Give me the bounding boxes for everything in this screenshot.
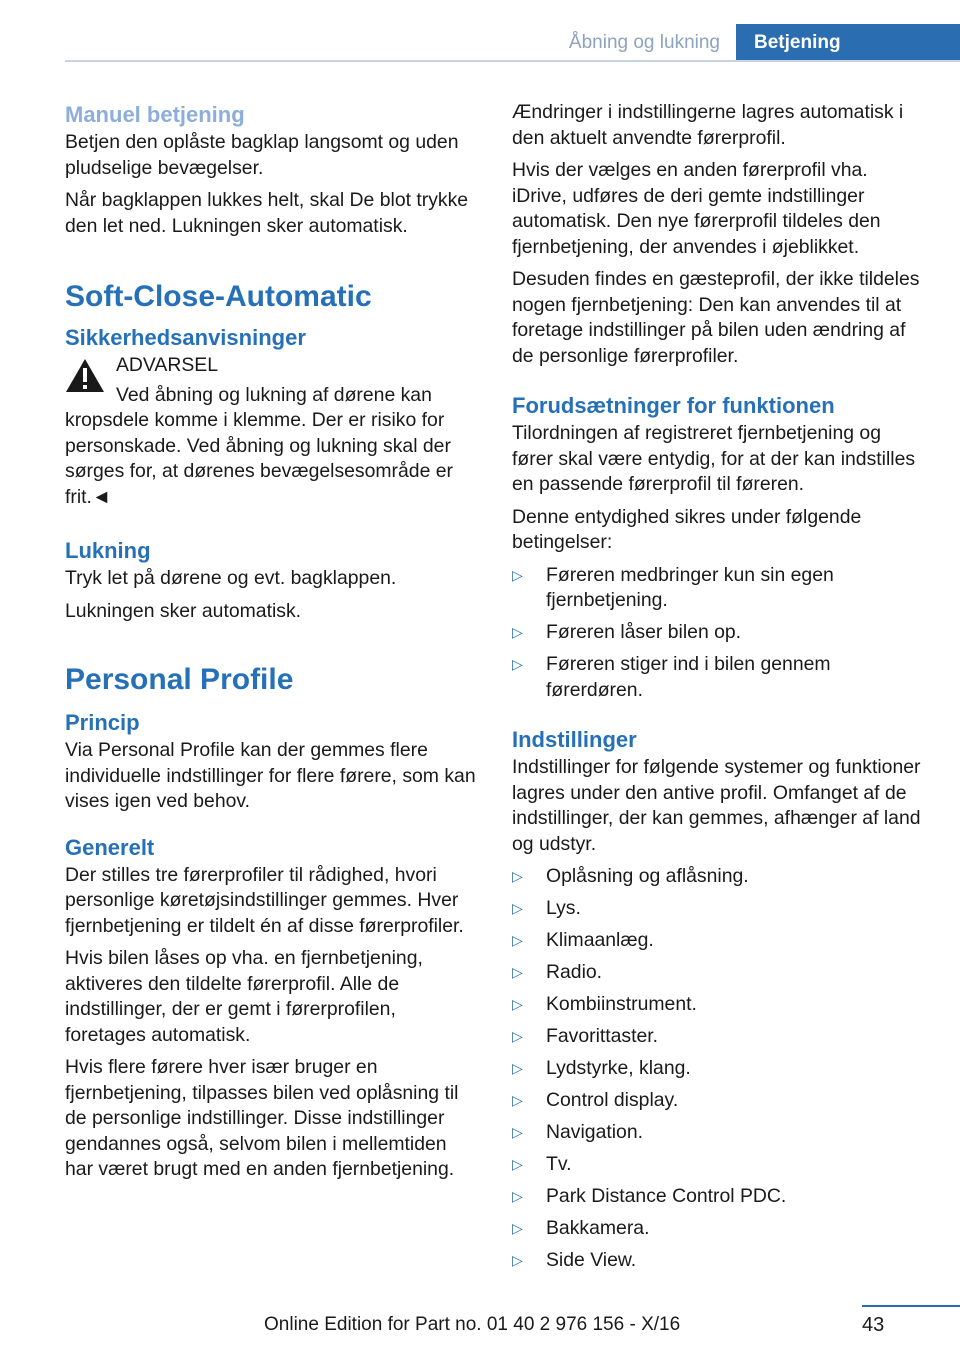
triangle-bullet-icon: ▷ xyxy=(512,1092,523,1108)
heading-personal-profile: Personal Profile xyxy=(65,663,294,696)
list-item: ▷ Navigation. xyxy=(512,1120,926,1146)
paragraph: Tryk let på dørene og evt. bagklappen. xyxy=(65,567,397,589)
triangle-bullet-icon: ▷ xyxy=(512,1060,523,1076)
list-item: ▷ Tv. xyxy=(512,1152,926,1178)
heading-lukning: Lukning xyxy=(65,538,151,563)
triangle-bullet-icon: ▷ xyxy=(512,1252,523,1268)
triangle-bullet-icon: ▷ xyxy=(512,566,523,583)
triangle-bullet-icon: ▷ xyxy=(512,1220,523,1236)
warning-triangle-icon xyxy=(65,357,105,393)
paragraph: Hvis der vælges en anden førerprofil vha. iDrive, udføres de deri gemte indstillinger automatisk. Den nye førerprofil tildeles den fjernbetjening, der anvendes i øjeblikket. xyxy=(512,159,881,258)
right-column xyxy=(512,100,926,1280)
paragraph: Desuden findes en gæsteprofil, der ikke tildeles nogen fjernbetjening: Den kan anvendes til at foretage indstillinger på bilen uden ændring af de personlige førerprofiler. xyxy=(512,268,920,367)
paragraph: Betjen den oplåste bagklap langsomt og uden pludselige bevægelser. xyxy=(65,131,459,179)
paragraph: Denne entydighed sikres under følgende betingelser: xyxy=(512,505,862,553)
paragraph: Hvis flere førere hver især bruger en fjernbetjening, tilpasses bilen ved oplåsning til de personlige indstillinger. Disse indstillinger gendannes også, selvom bilen i mellemtiden har været brugt med en anden fjernbetjening. xyxy=(65,1056,459,1180)
paragraph: Indstillinger for følgende systemer og funktioner lagres under den antive profil. Omfanget af de indstillinger, der kan gemmes, afhænger af land og udstyr. xyxy=(512,756,921,855)
triangle-bullet-icon: ▷ xyxy=(512,1124,523,1140)
list-item: ▷ Favorittaster. xyxy=(512,1024,926,1050)
footer-divider xyxy=(862,1305,960,1307)
list-item: ▷ Lydstyrke, klang. xyxy=(512,1056,926,1082)
triangle-bullet-icon: ▷ xyxy=(512,624,523,640)
triangle-bullet-icon: ▷ xyxy=(512,656,523,672)
paragraph: Hvis bilen låses op vha. en fjernbetjening, aktiveres den tildelte førerprofil. Alle de indstillinger, der er gemt i førerprofilen, foretages automatisk. xyxy=(65,947,423,1046)
list-item: ▷ Klimaanlæg. xyxy=(512,928,926,954)
list-item: ▷ Lys. xyxy=(512,896,926,922)
list-item: ▷ Føreren låser bilen op. xyxy=(512,620,926,646)
heading-sikkerhed: Sikkerhedsanvisninger xyxy=(65,325,306,350)
heading-forudsaetninger: Forudsætninger for funktionen xyxy=(512,393,835,418)
chapter-tab: Betjening xyxy=(736,24,960,62)
list-item: ▷ Føreren stiger ind i bilen gennem førerdøren. xyxy=(512,653,831,701)
settings-list xyxy=(512,864,926,1274)
triangle-bullet-icon: ▷ xyxy=(512,1156,523,1172)
warning-label: ADVARSEL xyxy=(116,354,219,376)
page-header xyxy=(0,0,960,62)
paragraph: Der stilles tre førerprofiler til rådighed, hvori personlige køretøjsindstillinger gemmes. Hver fjernbetjening er tildelt én af disse førerprofiler. xyxy=(65,863,464,937)
heading-soft-close: Soft-Close-Automatic xyxy=(65,280,372,313)
list-item: ▷ Side View. xyxy=(512,1248,926,1274)
warning-text: kropsdele komme i klemme. Der er risiko for personskade. Ved åbning og lukning skal der sørges for, at dørenes bevægelsesområde er frit.◄ xyxy=(65,409,453,508)
paragraph: Ændringer i indstillingerne lagres automatisk i den aktuelt anvendte førerprofil. xyxy=(512,101,904,149)
left-column xyxy=(65,100,479,1190)
paragraph: Lukningen sker automatisk. xyxy=(65,599,302,622)
page-number: 43 xyxy=(862,1314,885,1336)
section-title: Åbning og lukning xyxy=(568,32,720,53)
warning-block xyxy=(65,353,479,510)
warning-line: Ved åbning og lukning af dørene kan xyxy=(116,383,432,406)
triangle-bullet-icon: ▷ xyxy=(512,996,523,1012)
header-divider xyxy=(65,60,960,62)
triangle-bullet-icon: ▷ xyxy=(512,964,523,980)
edition-note: Online Edition for Part no. 01 40 2 976 156 - X/16 xyxy=(264,1314,681,1335)
list-item: ▷ Føreren medbringer kun sin egen fjernbetjening. xyxy=(512,563,834,611)
list-item: ▷ Oplåsning og aflåsning. xyxy=(512,864,926,890)
triangle-bullet-icon: ▷ xyxy=(512,1028,523,1044)
paragraph: Via Personal Profile kan der gemmes flere individuelle indstillinger for flere førere, som kan vises igen ved behov. xyxy=(65,739,476,812)
conditions-list xyxy=(512,563,926,704)
list-item: ▷ Bakkamera. xyxy=(512,1216,926,1242)
paragraph: Når bagklappen lukkes helt, skal De blot trykke den let ned. Lukningen sker automatisk. xyxy=(65,189,469,237)
paragraph: Tilordningen af registreret fjernbetjening og fører skal være entydig, for at der kan indstilles en passende førerprofil til føreren. xyxy=(512,422,916,495)
triangle-bullet-icon: ▷ xyxy=(512,1188,523,1204)
heading-princip: Princip xyxy=(65,710,140,735)
list-item: ▷ Park Distance Control PDC. xyxy=(512,1184,926,1210)
triangle-bullet-icon: ▷ xyxy=(512,868,523,884)
list-item: ▷ Control display. xyxy=(512,1088,926,1114)
triangle-bullet-icon: ▷ xyxy=(512,900,523,916)
list-item: ▷ Radio. xyxy=(512,960,926,986)
list-item: ▷ Kombiinstrument. xyxy=(512,992,926,1018)
triangle-bullet-icon: ▷ xyxy=(512,932,523,948)
heading-indstillinger: Indstillinger xyxy=(512,727,637,752)
heading-generelt: Generelt xyxy=(65,834,155,860)
heading-manuel-betjening: Manuel betjening xyxy=(65,102,245,127)
